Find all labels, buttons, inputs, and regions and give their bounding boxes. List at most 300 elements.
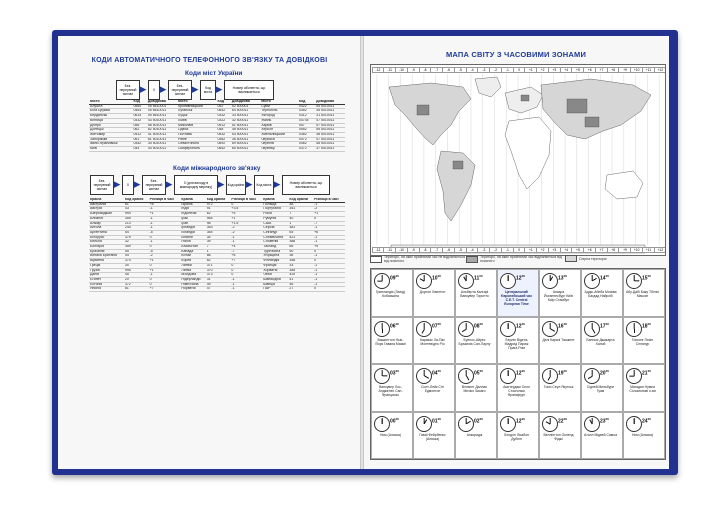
- table-cell: 44 5010011: [147, 147, 177, 152]
- timezone-label-bottom: +9: [618, 247, 631, 253]
- clock-cities: Буенос-Айрес Бразиліа Сан-Паулу: [458, 337, 491, 346]
- table-cell: Румунія: [262, 216, 288, 221]
- table-cell: 32: [124, 240, 149, 245]
- timezone-label: -5: [454, 67, 467, 73]
- table-cell: 0463: [132, 109, 146, 114]
- table-cell: Дніпро: [89, 123, 132, 128]
- clock-icon: [374, 273, 390, 289]
- table-cell: 0552: [298, 128, 315, 133]
- clock-icon: [584, 416, 600, 432]
- table-cell: -1: [230, 282, 262, 287]
- table-cell: +5: [313, 245, 345, 250]
- table-cell: +8: [149, 202, 181, 207]
- clock-cities: Бангкок Джакарта Ханой: [586, 337, 615, 346]
- table-cell: 31: [206, 277, 231, 282]
- timezone-label-bottom: -8: [419, 247, 432, 253]
- table-cell: 244: [124, 226, 149, 231]
- clock-cell: [371, 364, 413, 412]
- table-cell: Хорватія: [262, 268, 288, 273]
- timezone-label-bottom: -10: [395, 247, 408, 253]
- table-cell: 34 5010011: [147, 142, 177, 147]
- table-cell: 370: [206, 268, 231, 273]
- header-cell: Країна: [262, 198, 288, 202]
- table-cell: Португалія: [262, 207, 288, 212]
- flow-step: 0: [148, 80, 160, 100]
- timezone-label-bottom: +10: [630, 247, 643, 253]
- table-cell: 98: [206, 221, 231, 226]
- clock-time: $09^{00}$: [390, 274, 399, 282]
- table-cell: Австралія: [89, 202, 124, 207]
- table-cell: 40: [288, 216, 313, 221]
- clock-cities: Берлін Відень Мадрид Париж Прага Рим: [504, 337, 529, 350]
- table-cell: 421: [288, 235, 313, 240]
- table-cell: 32 500011: [231, 118, 260, 123]
- table-cell: Індія: [180, 207, 205, 212]
- timezone-label-bottom: +7: [595, 247, 608, 253]
- clock-time: $24^{00}$: [642, 416, 651, 425]
- table-cell: Хмельницький: [260, 132, 298, 137]
- clock-cell: [371, 269, 413, 317]
- table-cell: 27: [288, 287, 313, 292]
- table-cell: Словенія: [262, 240, 288, 245]
- table-cell: Велика Британія: [89, 254, 124, 259]
- clock-cities: Каракас Ла-Пас Монтевідео Ріо: [420, 337, 445, 346]
- table-cell: 61 5010011: [147, 137, 177, 142]
- table-cell: 1: [206, 249, 231, 254]
- clock-icon: [374, 416, 390, 432]
- table-cell: 47 5010011: [315, 118, 345, 123]
- legend-swatch: [565, 255, 577, 262]
- table-cell: 51 500011: [231, 123, 260, 128]
- flow-step: 0: [122, 175, 134, 195]
- clock-time: $04^{00}$: [432, 369, 441, 377]
- clock-time: $05^{00}$: [474, 369, 483, 377]
- timezone-label-bottom: +3: [548, 247, 561, 253]
- north-america-shape: [389, 83, 471, 145]
- table-cell: 0472: [298, 137, 315, 142]
- table-cell: 7: [288, 212, 313, 217]
- table-cell: 41 5010011: [147, 132, 177, 137]
- table-cell: -1: [149, 221, 181, 226]
- table-cell: 0: [230, 268, 262, 273]
- clock-cities: Сідней Мельбурн Гуам: [586, 385, 615, 393]
- table-cell: +1.5: [230, 221, 262, 226]
- table-cell: 0382: [298, 132, 315, 137]
- header-cell: Код країни: [288, 198, 313, 202]
- table-cell: 04744: [298, 118, 315, 123]
- table-cell: -1: [313, 282, 345, 287]
- clock-cell: [413, 412, 455, 460]
- table-cell: 47 5010011: [315, 137, 345, 142]
- asia-shape: [541, 79, 651, 139]
- clock-time: $00^{00}$: [390, 416, 399, 425]
- clock-cities: Центральний Європейський час C.E.T. Central European Time: [500, 290, 533, 306]
- table-cell: 0: [149, 263, 181, 268]
- table-cell: Кропивницький: [177, 104, 216, 109]
- table-cell: -7: [313, 221, 345, 226]
- clock-icon: [416, 321, 432, 337]
- table-cell: +7: [230, 259, 262, 264]
- table-cell: Білорусь: [89, 235, 124, 240]
- table-cell: 062: [132, 128, 146, 133]
- timezone-label: -12: [372, 67, 385, 73]
- timezone-label: +4: [560, 67, 573, 73]
- clock-time: $15^{00}$: [642, 274, 651, 282]
- table-cell: Китай: [180, 254, 205, 259]
- clock-cell: [455, 317, 497, 365]
- clock-icon: [584, 368, 600, 384]
- table-cell: Іран: [180, 221, 205, 226]
- header-cell: Код країни: [206, 198, 231, 202]
- table-cell: -5: [149, 249, 181, 254]
- table-cell: Італія: [180, 240, 205, 245]
- table-cell: Польща: [262, 202, 288, 207]
- arrow-right-icon: ▶: [113, 179, 121, 189]
- table-cell: 54: [124, 230, 149, 235]
- table-cell: 995: [124, 268, 149, 273]
- table-cell: 35 5010011: [315, 109, 345, 114]
- table-cell: 0560: [132, 104, 146, 109]
- clock-cell: [413, 364, 455, 412]
- table-cell: 0642: [216, 109, 230, 114]
- clock-icon: [500, 368, 516, 384]
- timezone-label-bottom: -1: [501, 247, 514, 253]
- table-cell: ПАР: [262, 287, 288, 292]
- header-cell: Різниця в часі: [230, 198, 262, 202]
- clock-cities: Солт-Лейк Сіті Едмонтон: [421, 385, 444, 393]
- timezone-label-bottom: -2: [489, 247, 502, 253]
- header-cell: Код країни: [124, 198, 149, 202]
- table-cell: Молдова: [180, 273, 205, 278]
- arrow-right-icon: ▶: [159, 84, 167, 94]
- table-cell: -1: [149, 240, 181, 245]
- table-cell: 38 5010011: [315, 132, 345, 137]
- table-cell: 994: [124, 212, 149, 217]
- timezone-label: -9: [407, 67, 420, 73]
- world-map-svg: [371, 65, 665, 255]
- table-cell: Івано-Франківськ: [89, 142, 132, 147]
- table-cell: 41: [288, 277, 313, 282]
- table-cell: 385: [288, 268, 313, 273]
- clock-time: $07^{00}$: [432, 321, 441, 330]
- table-cell: 45: [124, 273, 149, 278]
- arrow-right-icon: ▶: [245, 179, 253, 189]
- table-cell: -2: [230, 226, 262, 231]
- table-cell: -1: [149, 273, 181, 278]
- table-cell: Латвія: [180, 263, 205, 268]
- table-cell: Естонія: [89, 282, 124, 287]
- clock-icon: [374, 368, 390, 384]
- timezone-map-title: МАПА СВІТУ З ЧАСОВИМИ ЗОНАМИ: [445, 50, 587, 59]
- clock-cities: Аддіс-Абеба Москва Багдад Найробі: [584, 290, 617, 298]
- table-cell: 0532: [216, 132, 230, 137]
- timezone-label-bottom: -6: [442, 247, 455, 253]
- table-cell: 64 500011: [231, 109, 260, 114]
- timezone-label: +11: [642, 67, 655, 73]
- table-cell: 39: [206, 240, 231, 245]
- table-cell: +1: [230, 216, 262, 221]
- table-cell: 82: [206, 259, 231, 264]
- timezone-label-bottom: -5: [454, 247, 467, 253]
- timezone-label: +3: [548, 67, 561, 73]
- header-cell: Код: [216, 100, 230, 104]
- clock-icon: [500, 416, 516, 432]
- table-cell: Житомир: [89, 132, 132, 137]
- clock-icon: [626, 368, 642, 384]
- table-cell: Миколаїв: [177, 123, 216, 128]
- flow-step: 0 (для виходу в міжнародну мережу): [174, 175, 218, 195]
- header-cell: Різниця в часі: [149, 198, 181, 202]
- table-cell: 0332: [216, 114, 230, 119]
- table-cell: -1: [313, 263, 345, 268]
- table-cell: 0652: [216, 147, 230, 152]
- africa-shape: [505, 117, 551, 189]
- table-cell: +6: [230, 254, 262, 259]
- table-cell: 05 6610011: [147, 114, 177, 119]
- clock-time: $12^{00}$: [516, 369, 525, 377]
- table-cell: -1: [313, 273, 345, 278]
- table-cell: +1: [149, 268, 181, 273]
- table-cell: 49: [206, 282, 231, 287]
- timezone-label: -7: [430, 67, 443, 73]
- table-cell: Вінниця: [89, 118, 132, 123]
- clock-cities: Ванкувер Лос-Анджелес Сан-Франциско: [378, 385, 403, 397]
- clock-cities: Атолл Мідвей Самоа: [584, 432, 617, 437]
- table-cell: 33: [288, 263, 313, 268]
- timezone-label: -4: [466, 67, 479, 73]
- legend-item-offset: Території, на яких прийнятий час відрізняється від поясного: [466, 255, 565, 263]
- table-cell: 0: [149, 277, 181, 282]
- table-cell: Індонезія: [180, 212, 205, 217]
- table-cell: 0: [313, 249, 345, 254]
- table-cell: 0322: [216, 118, 230, 123]
- timezone-label: -8: [419, 67, 432, 73]
- table-cell: 48: [288, 202, 313, 207]
- table-cell: Суми: [260, 104, 298, 109]
- table-cell: 7: [206, 245, 231, 250]
- table-cell: 44: [124, 254, 149, 259]
- clock-icon: [626, 321, 642, 337]
- table-cell: 48 500011: [231, 128, 260, 133]
- table-cell: 381: [288, 226, 313, 231]
- clock-time: $10^{00}$: [432, 274, 441, 282]
- table-cell: 54 5010011: [315, 104, 345, 109]
- timezone-label: +8: [607, 67, 620, 73]
- clock-time: $18^{00}$: [642, 321, 651, 330]
- arrow-right-icon: ▶: [273, 179, 281, 189]
- flow-step: Без-перервний сигнал: [116, 80, 140, 100]
- clock-time: $16^{00}$: [558, 321, 567, 330]
- clock-icon: [458, 416, 474, 432]
- arrow-right-icon: ▶: [217, 179, 225, 189]
- clock-icon: [542, 273, 558, 289]
- header-cell: Різниця в часі: [313, 198, 345, 202]
- table-cell: 351: [288, 207, 313, 212]
- clock-cities: Анкара Йоганнесбург Київ Каїр Стамбул: [544, 290, 573, 302]
- table-cell: 31 5010011: [315, 114, 345, 119]
- timezone-label: +6: [583, 67, 596, 73]
- table-cell: 0352: [298, 109, 315, 114]
- clock-cell: [623, 269, 665, 317]
- flow-step: Код країни: [226, 175, 246, 195]
- table-cell: -1: [149, 226, 181, 231]
- legend-item-disputed: Спірна територія: [565, 255, 669, 262]
- table-cell: 052: [216, 104, 230, 109]
- table-cell: 34: [206, 235, 231, 240]
- clock-time: $20^{00}$: [600, 369, 609, 377]
- australia-shape: [605, 171, 643, 199]
- timezone-label-bottom: +2: [536, 247, 549, 253]
- table-cell: 30: [124, 263, 149, 268]
- clock-cell: [455, 269, 497, 317]
- table-cell: Аргентина: [89, 230, 124, 235]
- table-cell: +6: [313, 230, 345, 235]
- table-cell: 33 500011: [231, 114, 260, 119]
- clock-cities: Амстердам Осло Стокгольм Франкфурт: [503, 385, 530, 397]
- clock-cities: Доусон Хімілтон: [419, 290, 446, 294]
- table-cell: 386: [288, 240, 313, 245]
- clock-icon: [584, 273, 600, 289]
- table-cell: Київ: [89, 147, 132, 152]
- clock-cell: [539, 412, 581, 460]
- table-cell: Данія: [89, 273, 124, 278]
- table-cell: Фінляндія: [262, 259, 288, 264]
- clock-cities: Магадан Нумеа Соломонові о-ви: [629, 385, 656, 393]
- table-cell: 355: [124, 216, 149, 221]
- header-cell: Код: [132, 100, 146, 104]
- table-cell: Бразилія: [89, 249, 124, 254]
- clock-time: $23^{00}$: [600, 416, 609, 425]
- clock-icon: [458, 273, 474, 289]
- table-cell: Ізраїль: [180, 202, 205, 207]
- flow-step: Без-перервний сигнал: [168, 80, 192, 100]
- timezone-label: +1: [524, 67, 537, 73]
- table-cell: 1: [288, 221, 313, 226]
- table-row: [89, 147, 345, 152]
- table-cell: -1: [313, 277, 345, 282]
- table-cell: Запоріжжя: [89, 137, 132, 142]
- table-cell: +3.5: [230, 207, 262, 212]
- clock-icon: [542, 321, 558, 337]
- table-cell: 47: [206, 287, 231, 292]
- clock-cell: [539, 364, 581, 412]
- header-cell: Місто: [89, 100, 132, 104]
- table-cell: Канада: [180, 249, 205, 254]
- clock-cell: [371, 412, 413, 460]
- table-cell: Грузія: [89, 268, 124, 273]
- table-cell: 20: [124, 277, 149, 282]
- intl-codes-subtitle: Коди міжнародного зв'язку: [173, 165, 261, 172]
- table-cell: 43: [124, 207, 149, 212]
- clock-cell: [497, 269, 539, 317]
- table-cell: 371: [206, 263, 231, 268]
- timezone-label: -3: [477, 67, 490, 73]
- table-cell: 66: [288, 245, 313, 250]
- table-cell: 36 500011: [231, 137, 260, 142]
- table-cell: Чернігів: [260, 142, 298, 147]
- timezone-label-bottom: 0: [513, 247, 526, 253]
- clock-time: $12^{00}$: [516, 274, 525, 282]
- table-cell: Алжир: [89, 221, 124, 226]
- arrow-right-icon: ▶: [215, 84, 223, 94]
- table-cell: Корея: [180, 259, 205, 264]
- timezone-label-bottom: -4: [466, 247, 479, 253]
- table-cell: 0: [230, 263, 262, 268]
- phone-codes-title: КОДИ АВТОМАТИЧНОГО ТЕЛЕФОННОГО ЗВ'ЯЗКУ ТА ДОВІДКОВІ: [91, 57, 328, 64]
- timezone-label: +9: [618, 67, 631, 73]
- table-cell: 056: [132, 123, 146, 128]
- table-cell: 359: [124, 245, 149, 250]
- table-cell: +1: [313, 212, 345, 217]
- arrow-right-icon: ▶: [191, 84, 199, 94]
- timezone-label: -10: [395, 67, 408, 73]
- table-cell: 420: [288, 273, 313, 278]
- timezone-label: +2: [536, 67, 549, 73]
- table-cell: 56 5010011: [147, 123, 177, 128]
- clock-cell: [371, 317, 413, 365]
- table-cell: 57 5010011: [315, 123, 345, 128]
- table-cell: 0: [313, 259, 345, 264]
- table-cell: -1: [230, 277, 262, 282]
- flow-step: Без-перервний сигнал: [142, 175, 166, 195]
- table-cell: Умань: [260, 118, 298, 123]
- clock-cell: [623, 317, 665, 365]
- clock-cities: Гонконг Пекін Сінгапур: [631, 337, 654, 346]
- table-cell: -1: [230, 240, 262, 245]
- table-cell: 375: [124, 235, 149, 240]
- table-cell: Львів: [177, 118, 216, 123]
- table-cell: -1: [313, 268, 345, 273]
- clock-cell: [497, 364, 539, 412]
- clock-cell: [497, 412, 539, 460]
- table-cell: 044: [132, 147, 146, 152]
- legend-item-standard: Території, на яких прийнятий час не відрізняється від поясного: [370, 255, 469, 263]
- table-cell: Німеччина: [180, 282, 205, 287]
- table-cell: 61: [124, 202, 149, 207]
- clock-time: $01^{00}$: [432, 416, 441, 425]
- world-clock-grid: [370, 268, 666, 460]
- clock-cities: Лондон Лісабон Дублін: [504, 432, 529, 441]
- clock-icon: [416, 273, 432, 289]
- timezone-label-bottom: +6: [583, 247, 596, 253]
- table-cell: Албанія: [89, 216, 124, 221]
- table-cell: 0: [149, 282, 181, 287]
- table-cell: Ірак: [180, 216, 205, 221]
- table-cell: Ісландія: [180, 230, 205, 235]
- clock-cell: [581, 364, 623, 412]
- table-cell: 061: [132, 137, 146, 142]
- timezone-label-bottom: -9: [407, 247, 420, 253]
- table-cell: Литва: [180, 268, 205, 273]
- table-cell: 05 6610011: [147, 109, 177, 114]
- table-cell: Алушта: [89, 104, 132, 109]
- clock-time: $21^{00}$: [642, 369, 651, 377]
- legend-swatch: [370, 256, 382, 263]
- table-cell: Таїланд: [262, 245, 288, 250]
- book-spine: [360, 36, 364, 469]
- header-cell: Країна: [89, 198, 124, 202]
- clock-cell: [623, 412, 665, 460]
- arrow-right-icon: ▶: [133, 179, 141, 189]
- table-cell: -1: [313, 226, 345, 231]
- table-cell: -1: [313, 235, 345, 240]
- table-cell: 057: [298, 123, 315, 128]
- table-cell: 55 5010011: [315, 128, 345, 133]
- table-cell: -1: [313, 254, 345, 259]
- table-cell: Черкаси: [260, 137, 298, 142]
- table-cell: 46 5010011: [315, 142, 345, 147]
- clock-cities: Альберта Калгарі Ванкувер Торонто: [460, 290, 489, 298]
